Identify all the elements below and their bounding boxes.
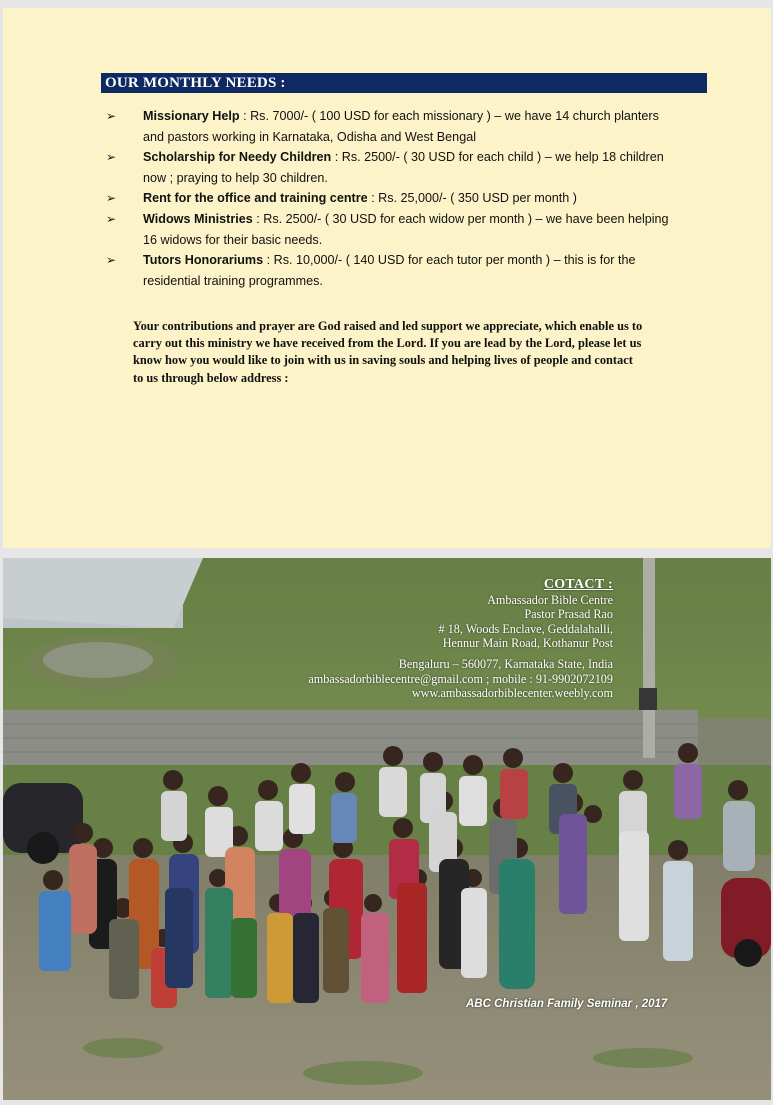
contact-city: Bengaluru – 560077, Karnataka State, India: [398, 656, 613, 671]
contact-address-line1: # 18, Woods Enclave, Geddalahalli,: [438, 621, 613, 636]
list-item: ➢ Widows Ministries : Rs. 2500/- ( 30 USD for each widow per month ) – we have been helping 16 widows for their basic needs.: [103, 209, 713, 250]
bullet-arrow-icon: ➢: [106, 150, 117, 165]
contribution-paragraph: Your contributions and prayer are God raised and led support we appreciate, which enable us to carry out this ministry we have received from the Lord. If you are lead by the Lord, please let us know how you would like to join with us in saving souls and helping lives of people and contact to us through below address :: [133, 319, 643, 385]
bullet-arrow-icon: ➢: [106, 253, 117, 268]
needs-title: OUR MONTHLY NEEDS :: [101, 73, 707, 93]
bullet-arrow-icon: ➢: [106, 109, 117, 123]
list-item: ➢ Tutors Honorariums : Rs. 10,000/- ( 140 USD for each tutor per month ) – this is for the residential training programmes.: [103, 250, 713, 291]
list-item: ➢ Missionary Help : Rs. 7000/- ( 100 USD for each missionary ) – we have 14 church planters and pastors working in Karnataka, Odisha and West Bengal: [103, 106, 713, 147]
contact-page: [3, 558, 771, 1100]
photo-caption: ABC Christian Family Seminar , 2017: [466, 998, 668, 1010]
contact-email-phone: ambassadorbiblecentre@gmail.com ; mobile : 91-9902072109: [308, 671, 613, 686]
contact-pastor: Pastor Prasad Rao: [524, 607, 613, 622]
contact-block: [308, 578, 613, 701]
bullet-arrow-icon: ➢: [106, 191, 117, 206]
contact-address-line2: Hennur Main Road, Kothanur Post: [442, 636, 613, 651]
bullet-arrow-icon: ➢: [106, 211, 117, 226]
contact-website: www.ambassadorbiblecenter.weebly.com: [411, 686, 613, 701]
contact-title: COTACT :: [543, 577, 613, 592]
list-item: ➢ Rent for the office and training centre : Rs. 25,000/- ( 350 USD per month ): [103, 188, 713, 209]
contact-org: Ambassador Bible Centre: [487, 592, 613, 607]
needs-list: [103, 106, 713, 291]
list-item: ➢ Scholarship for Needy Children : Rs. 2500/- ( 30 USD for each child ) – we help 18 children now ; praying to help 30 children.: [103, 147, 713, 188]
